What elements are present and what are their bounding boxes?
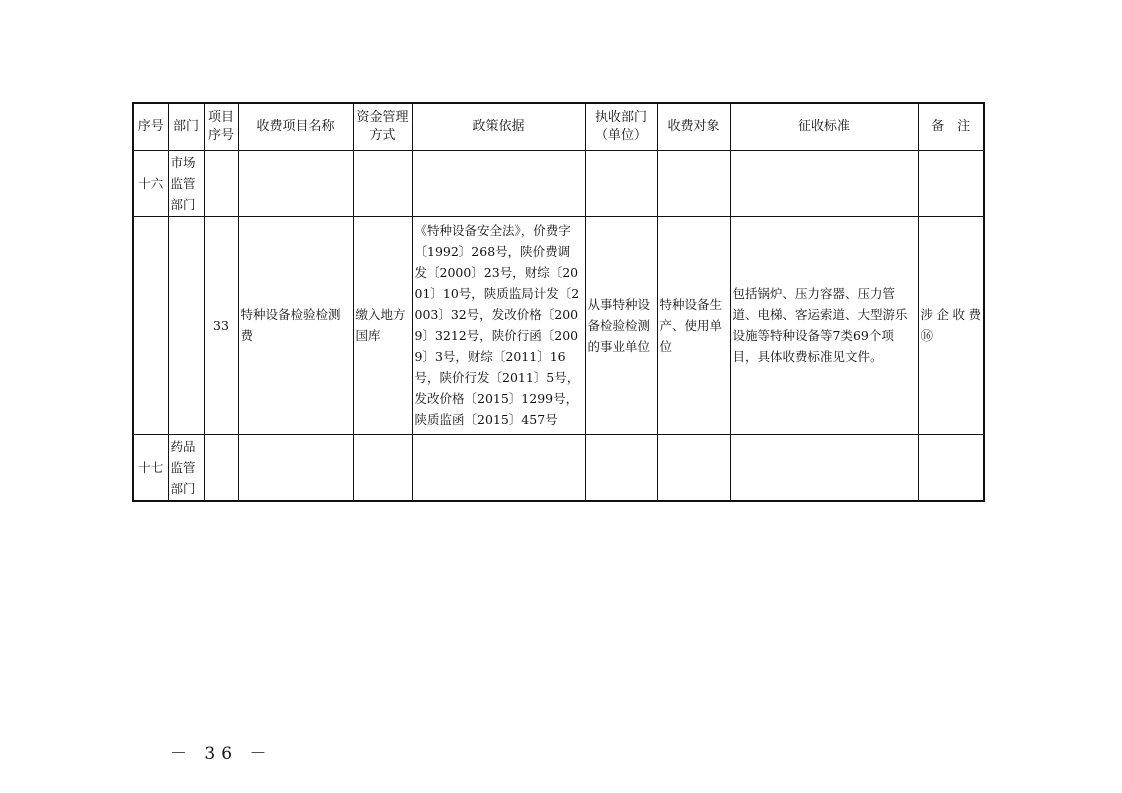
header-item-name: 收费项目名称 <box>238 103 353 150</box>
cell-empty <box>238 434 353 501</box>
header-dept: 部门 <box>168 103 204 150</box>
header-remark: 备 注 <box>918 103 984 150</box>
header-target: 收费对象 <box>657 103 730 150</box>
table-row-dept-17 <box>133 434 984 501</box>
cell-fund-mgmt: 缴入地方国库 <box>353 216 412 434</box>
cell-empty <box>412 150 585 216</box>
cell-item-seq: 33 <box>204 216 238 434</box>
fee-table <box>132 102 985 502</box>
cell-item-name: 特种设备检验检测费 <box>238 216 353 434</box>
page-number: － 36 － <box>170 744 273 764</box>
cell-empty <box>730 434 918 501</box>
cell-empty <box>657 150 730 216</box>
cell-empty <box>730 150 918 216</box>
cell-remark: 涉企收费⑯ <box>918 216 984 434</box>
cell-dept: 市场监管部门 <box>168 150 204 216</box>
cell-empty <box>412 434 585 501</box>
header-fund-mgmt: 资金管理方式 <box>353 103 412 150</box>
cell-empty <box>585 434 657 501</box>
table-row-dept-16 <box>133 150 984 216</box>
cell-empty <box>204 150 238 216</box>
cell-empty <box>133 216 168 434</box>
cell-empty <box>585 150 657 216</box>
table-row-item-33 <box>133 216 984 434</box>
cell-empty <box>918 434 984 501</box>
header-seq: 序号 <box>133 103 168 150</box>
cell-seq: 十七 <box>133 434 168 501</box>
cell-target: 特种设备生产、使用单位 <box>657 216 730 434</box>
header-policy: 政策依据 <box>412 103 585 150</box>
cell-seq: 十六 <box>133 150 168 216</box>
cell-collector: 从事特种设备检验检测的事业单位 <box>585 216 657 434</box>
cell-empty <box>204 434 238 501</box>
cell-empty <box>657 434 730 501</box>
header-item-seq: 项目序号 <box>204 103 238 150</box>
cell-empty <box>353 434 412 501</box>
cell-policy: 《特种设备安全法》，价费字〔1992〕268号，陕价费调发〔2000〕23号，财综〔2001〕10号，陕质监局计发〔2003〕32号，发改价格〔2009〕3212号，陕价行函〔2009〕3号，财综〔2011〕16号，陕价行发〔2011〕5号，发改价格〔2015〕1299号，陕质监函〔2015〕457号 <box>412 216 585 434</box>
cell-empty <box>918 150 984 216</box>
cell-dept: 药品监管部门 <box>168 434 204 501</box>
cell-empty <box>238 150 353 216</box>
header-collector: 执收部门（单位） <box>585 103 657 150</box>
cell-empty <box>353 150 412 216</box>
cell-empty <box>168 216 204 434</box>
table-header-row <box>133 103 984 150</box>
header-standard: 征收标准 <box>730 103 918 150</box>
cell-standard: 包括锅炉、压力容器、压力管道、电梯、客运索道、大型游乐设施等特种设备等7类69个项目，具体收费标准见文件。 <box>730 216 918 434</box>
